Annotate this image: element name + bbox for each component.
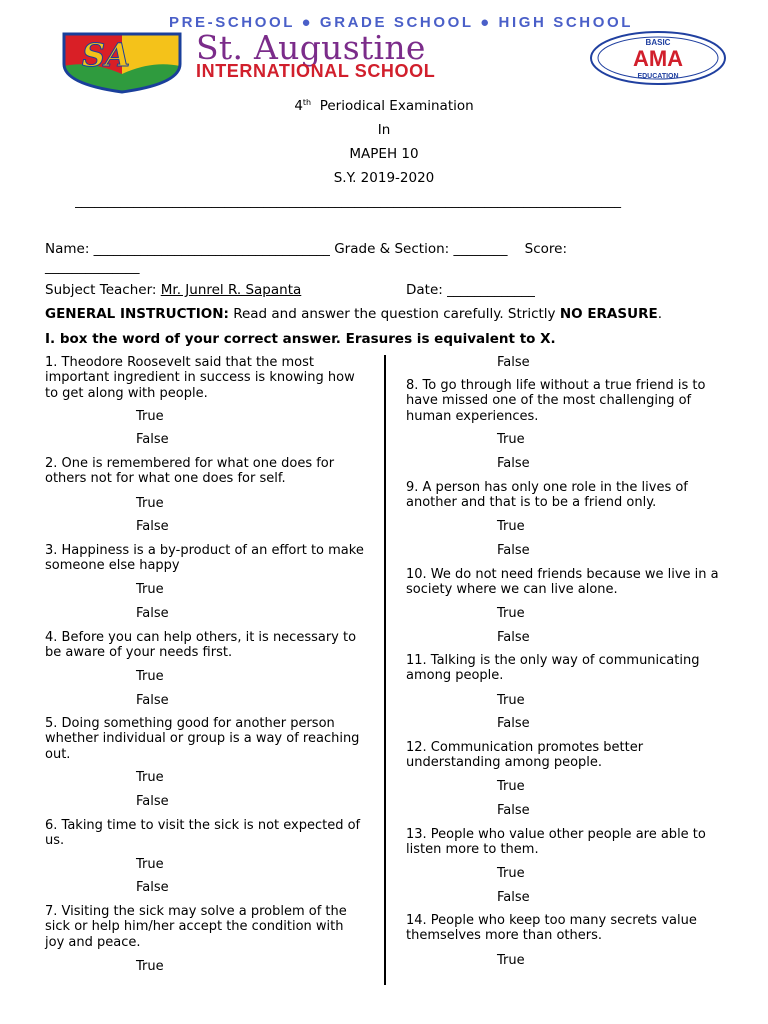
- question-6-false[interactable]: False: [136, 880, 169, 895]
- date-field[interactable]: Date: _____________: [406, 282, 535, 298]
- question-5-true[interactable]: True: [136, 770, 164, 785]
- column-divider: [384, 355, 386, 985]
- question-2: 2. One is remembered for what one does for others not for what one does for self.: [45, 456, 335, 487]
- question-5: 5. Doing something good for another person whether individual or group is a way of reaching out.: [45, 716, 360, 762]
- question-1-true[interactable]: True: [136, 409, 164, 424]
- exam-title-number: 4: [294, 98, 303, 114]
- question-10-false[interactable]: False: [497, 630, 530, 645]
- school-name: St. Augustine: [196, 28, 426, 67]
- teacher-line: [45, 282, 301, 298]
- section-instruction: I. box the word of your correct answer. Erasures is equivalent to X.: [45, 331, 556, 347]
- question-3: 3. Happiness is a by-product of an effort to make someone else happy: [45, 543, 364, 574]
- question-5-false[interactable]: False: [136, 794, 169, 809]
- school-levels-tagline: PRE-SCHOOL ● GRADE SCHOOL ● HIGH SCHOOL: [169, 14, 633, 31]
- question-14-true[interactable]: True: [497, 953, 525, 968]
- question-1-false[interactable]: False: [136, 432, 169, 447]
- general-instruction-end: .: [657, 306, 662, 322]
- exam-title-text: Periodical Examination: [319, 98, 474, 114]
- teacher-label: Subject Teacher:: [45, 282, 157, 298]
- school-year: S.Y. 2019-2020: [333, 170, 435, 186]
- question-3-true[interactable]: True: [136, 582, 164, 597]
- question-14: 14. People who keep too many secrets value themselves more than others.: [406, 913, 697, 944]
- question-10: 10. We do not need friends because we live in a society where we can live alone.: [406, 567, 719, 598]
- ama-main-text: AMA: [632, 46, 684, 71]
- question-12: 12. Communication promotes better understanding among people.: [406, 740, 644, 771]
- exam-title: [0, 98, 768, 114]
- question-12-false[interactable]: False: [497, 803, 530, 818]
- school-subtitle: INTERNATIONAL SCHOOL: [196, 61, 436, 81]
- ama-bottom-text: EDUCATION: [637, 73, 679, 80]
- question-1: 1. Theodore Roosevelt said that the most important ingredient in success is knowing how to get along with people.: [45, 355, 355, 401]
- question-7-false[interactable]: False: [497, 355, 530, 370]
- question-4: 4. Before you can help others, it is necessary to be aware of your needs first.: [45, 630, 357, 661]
- ama-top-text: BASIC: [645, 38, 671, 47]
- score-blank[interactable]: ______________: [45, 259, 140, 275]
- question-6-true[interactable]: True: [136, 857, 164, 872]
- question-6: 6. Taking time to visit the sick is not expected of us.: [45, 818, 361, 849]
- question-13: 13. People who value other people are able to listen more to them.: [406, 827, 706, 858]
- question-8: 8. To go through life without a true friend is to have missed one of the most challenging of human experiences.: [406, 378, 706, 424]
- general-instruction: [45, 306, 662, 322]
- question-3-false[interactable]: False: [136, 606, 169, 621]
- question-10-true[interactable]: True: [497, 606, 525, 621]
- question-2-false[interactable]: False: [136, 519, 169, 534]
- question-9-false[interactable]: False: [497, 543, 530, 558]
- score-label: Score:: [524, 241, 568, 257]
- question-8-true[interactable]: True: [497, 432, 525, 447]
- exam-subject: MAPEH 10: [349, 146, 419, 162]
- question-2-true[interactable]: True: [136, 496, 164, 511]
- ama-basic-education-logo: [588, 30, 728, 86]
- question-13-false[interactable]: False: [497, 890, 530, 905]
- grade-section-label: Grade & Section: ________: [334, 241, 508, 257]
- school-header: [0, 0, 768, 95]
- sa-logo-text: SA: [82, 36, 130, 74]
- question-4-false[interactable]: False: [136, 693, 169, 708]
- question-8-false[interactable]: False: [497, 456, 530, 471]
- question-13-true[interactable]: True: [497, 866, 525, 881]
- name-field[interactable]: [45, 241, 567, 257]
- title-rule: ____________________________________________________________________________________: [75, 194, 621, 209]
- general-instruction-text: Read and answer the question carefully. Strictly: [228, 306, 560, 322]
- exam-in: In: [377, 122, 391, 138]
- question-11-true[interactable]: True: [497, 693, 525, 708]
- question-9-true[interactable]: True: [497, 519, 525, 534]
- question-12-true[interactable]: True: [497, 779, 525, 794]
- question-9: 9. A person has only one role in the lives of another and that is to be a friend only.: [406, 480, 688, 511]
- sa-shield-logo: [60, 30, 184, 94]
- no-erasure-emphasis: NO ERASURE: [559, 306, 658, 322]
- name-label: Name: ___________________________________: [45, 241, 330, 257]
- question-11-false[interactable]: False: [497, 716, 530, 731]
- exam-title-sup: th: [302, 98, 312, 107]
- question-7-true[interactable]: True: [136, 959, 164, 974]
- question-7: 7. Visiting the sick may solve a problem of the sick or help him/her accept the condition with joy and peace.: [45, 904, 347, 950]
- teacher-name: Mr. Junrel R. Sapanta: [160, 282, 302, 298]
- general-instruction-label: GENERAL INSTRUCTION:: [45, 306, 229, 322]
- question-11: 11. Talking is the only way of communicating among people.: [406, 653, 700, 684]
- question-4-true[interactable]: True: [136, 669, 164, 684]
